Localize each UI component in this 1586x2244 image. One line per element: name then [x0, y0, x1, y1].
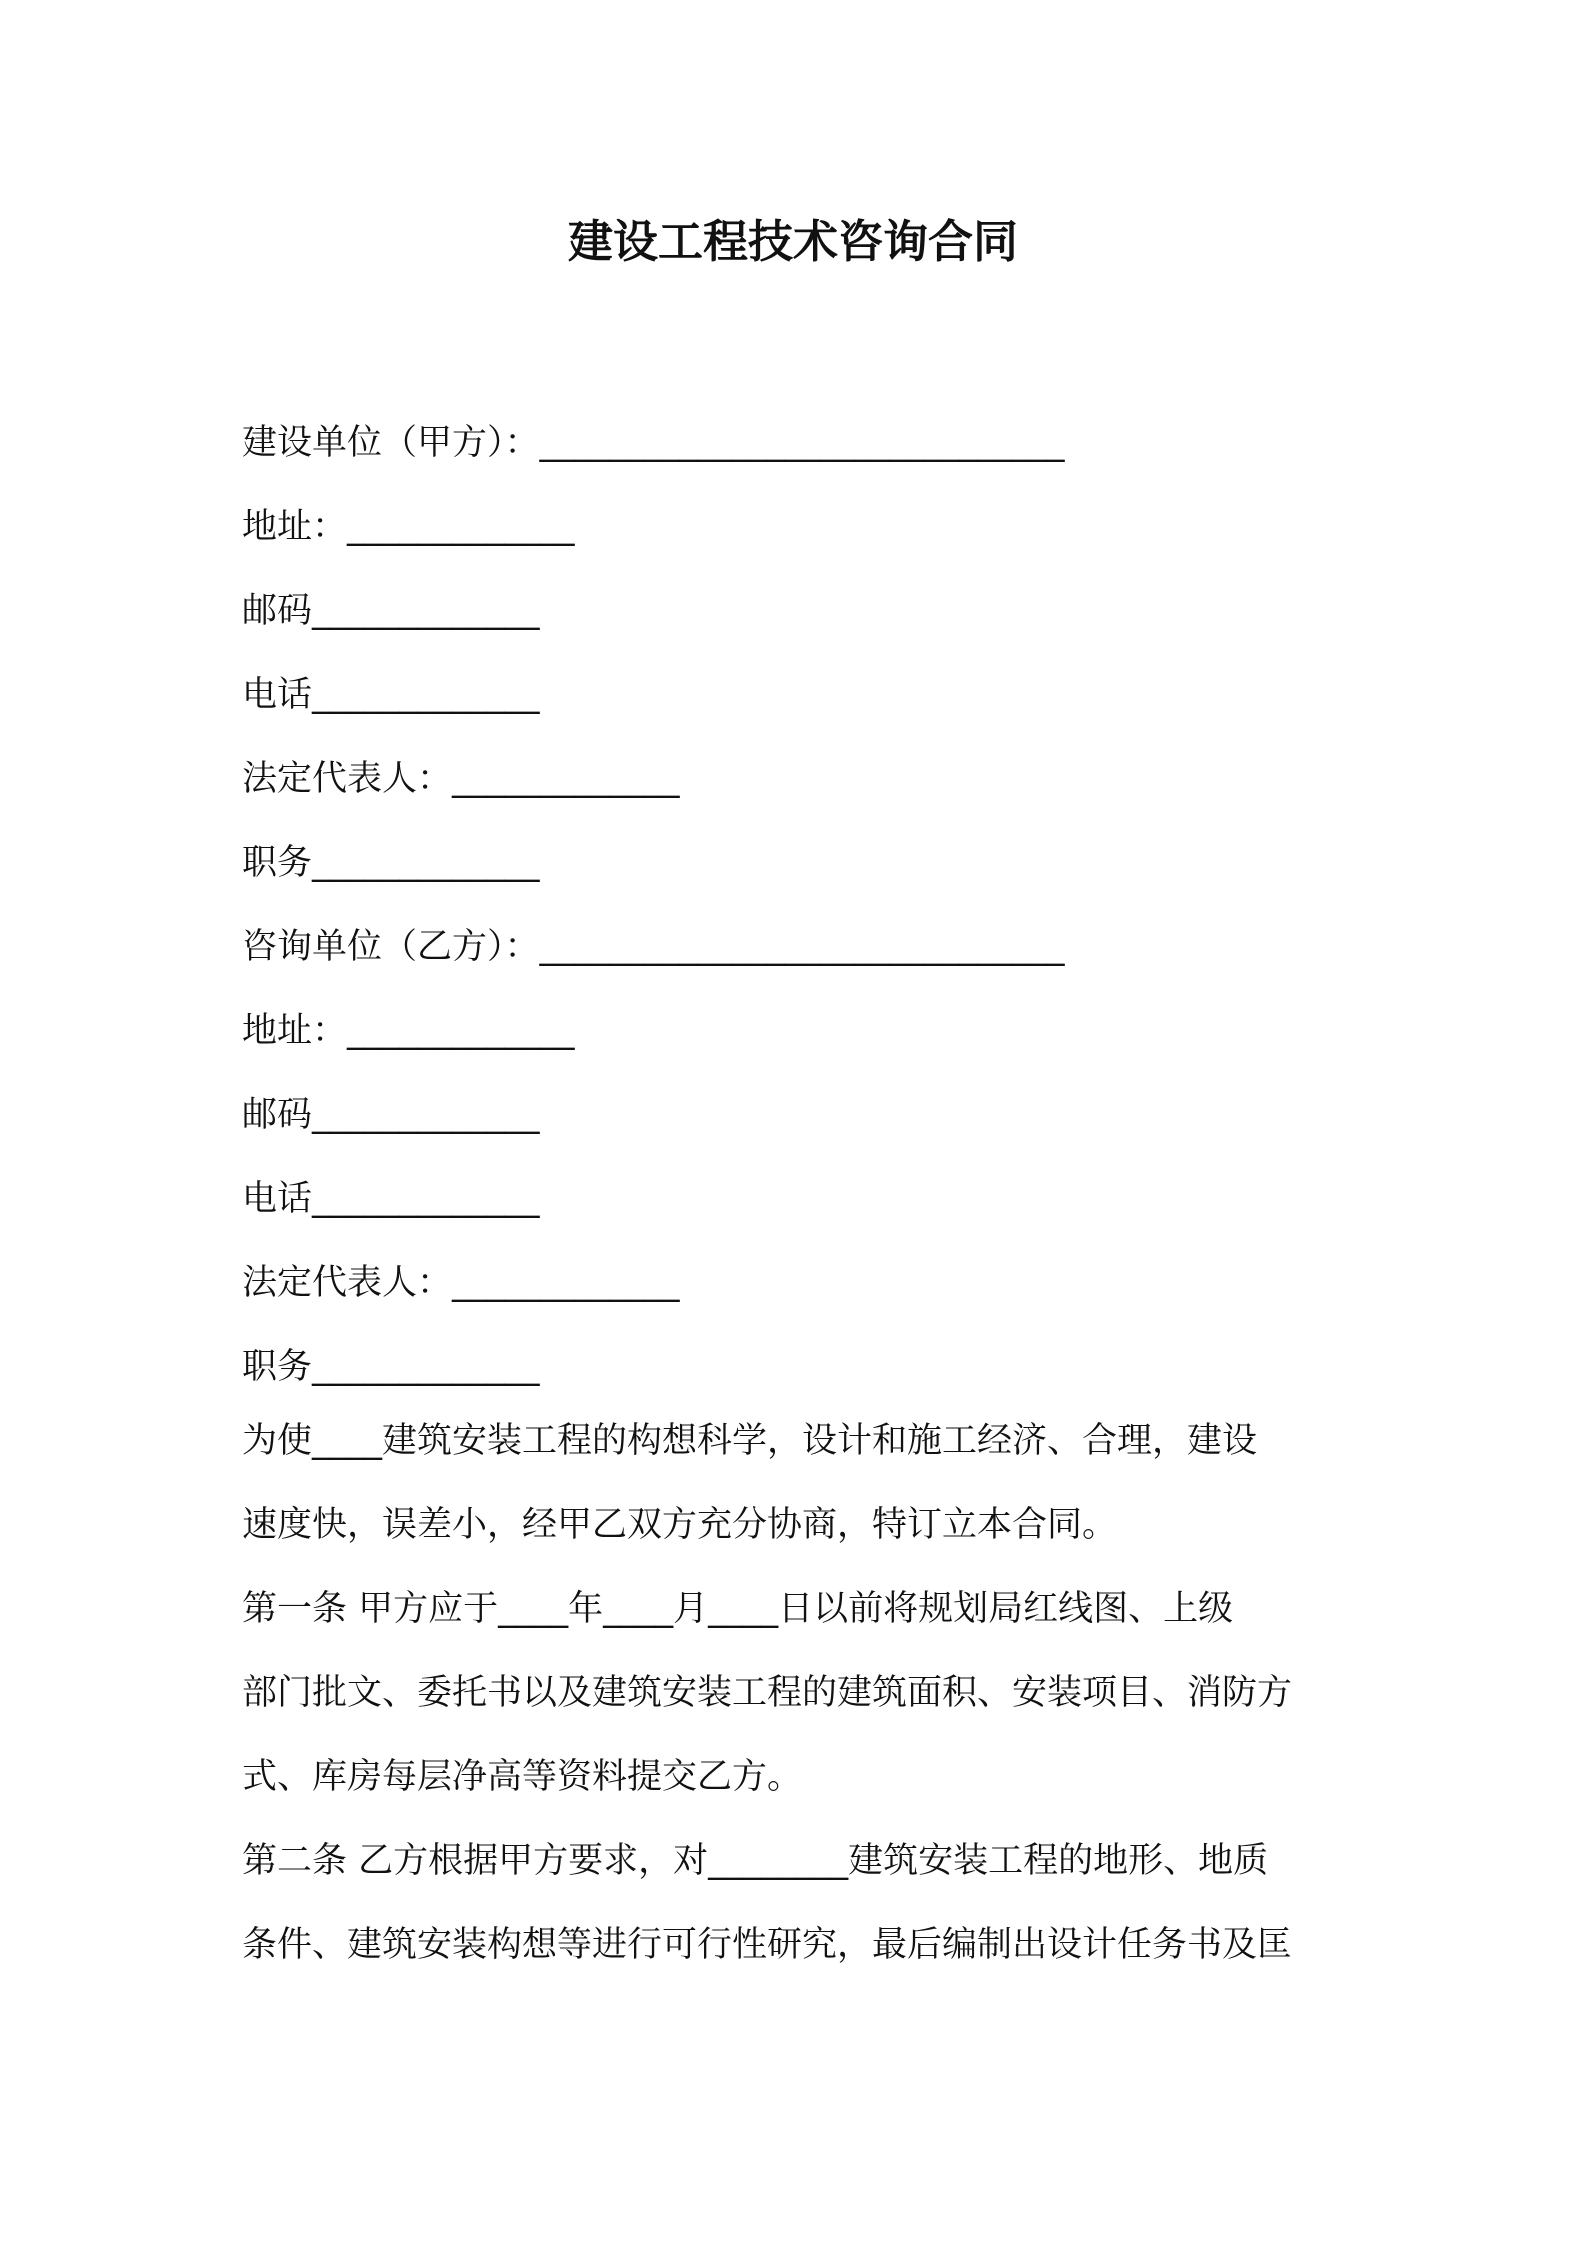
preamble-line-2: 速度快，误差小，经甲乙双方充分协商，特订立本合同。 — [242, 1505, 1118, 1545]
party-a-legal-rep-line: 法定代表人：_____________ — [242, 759, 680, 799]
party-a-address-line: 地址：_____________ — [242, 507, 575, 547]
party-b-legal-rep-line: 法定代表人：_____________ — [242, 1263, 680, 1303]
article-2-line-2: 条件、建筑安装构想等进行可行性研究，最后编制出设计任务书及匡 — [242, 1925, 1293, 1965]
party-b-position-line: 职务_____________ — [242, 1347, 540, 1387]
party-b-unit-line: 咨询单位（乙方）：______________________________ — [242, 927, 1065, 967]
article-2-line-1: 第二条 乙方根据甲方要求，对________建筑安装工程的地形、地质 — [242, 1841, 1269, 1881]
party-b-address-line: 地址：_____________ — [242, 1011, 575, 1051]
party-a-position-line: 职务_____________ — [242, 843, 540, 883]
article-1-line-3: 式、库房每层净高等资料提交乙方。 — [242, 1757, 803, 1797]
party-b-postcode-line: 邮码_____________ — [242, 1095, 540, 1135]
document-title: 建设工程技术咨询合同 — [567, 215, 1018, 268]
party-a-phone-line: 电话_____________ — [242, 675, 540, 715]
party-a-postcode-line: 邮码_____________ — [242, 591, 540, 631]
article-1-line-2: 部门批文、委托书以及建筑安装工程的建筑面积、安装项目、消防方 — [242, 1673, 1293, 1713]
article-1-line-1: 第一条 甲方应于____年____月____日以前将规划局红线图、上级 — [242, 1589, 1234, 1629]
party-b-phone-line: 电话_____________ — [242, 1179, 540, 1219]
preamble-line-1: 为使____建筑安装工程的构想科学，设计和施工经济、合理，建设 — [242, 1421, 1258, 1461]
party-a-unit-line: 建设单位（甲方）：______________________________ — [242, 423, 1065, 463]
